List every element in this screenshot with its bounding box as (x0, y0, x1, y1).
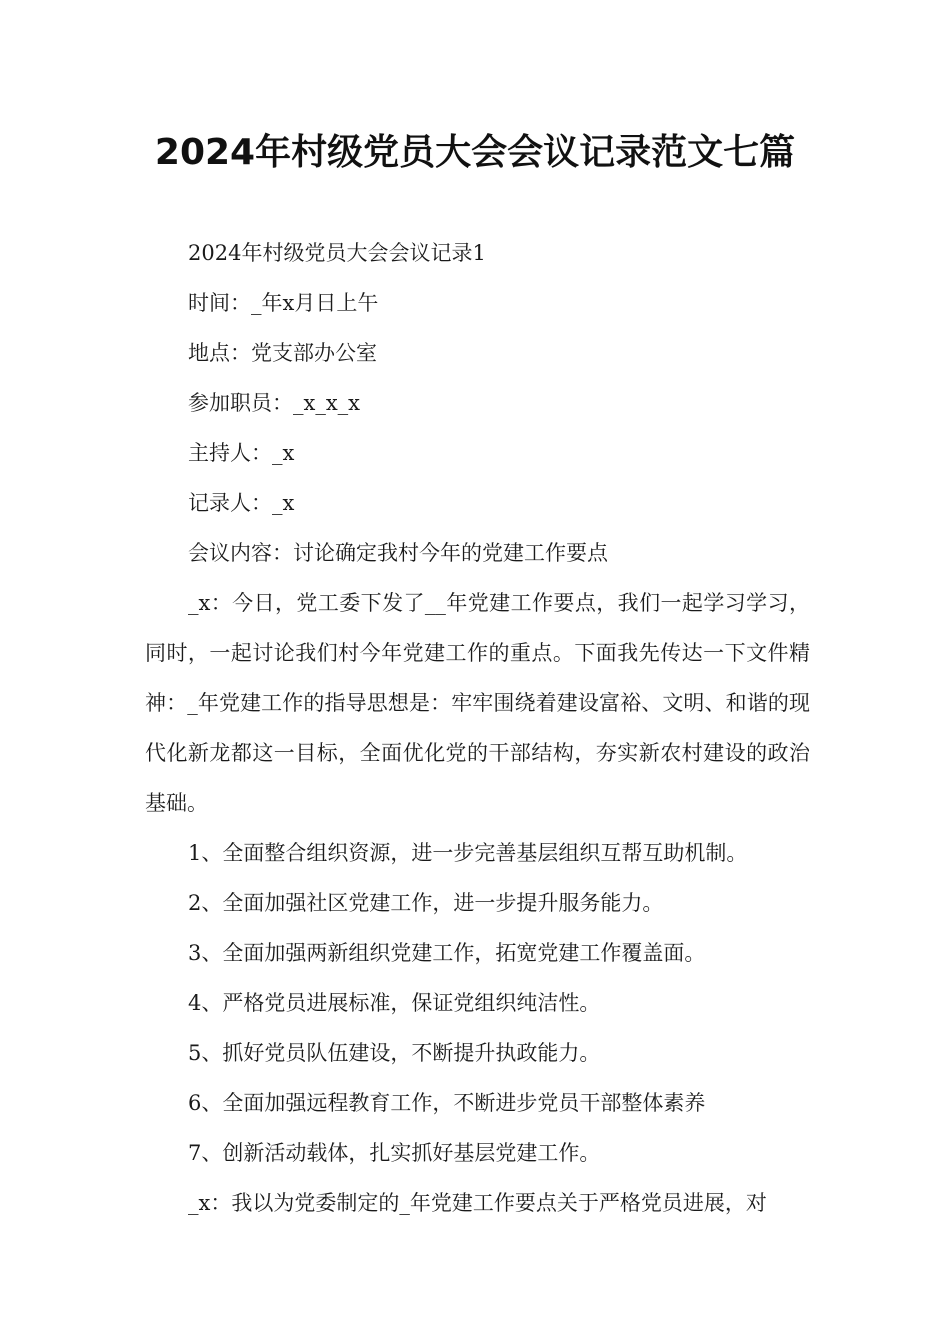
point-item-7: 7、创新活动载体，扎实抓好基层党建工作。 (188, 1141, 601, 1165)
meeting-place: 地点：党支部办公室 (188, 341, 377, 365)
point-item-5: 5、抓好党员队伍建设，不断提升执政能力。 (188, 1041, 601, 1065)
document-title: 2024年村级党员大会会议记录范文七篇 (154, 132, 796, 173)
point-item-2: 2、全面加强社区党建工作，进一步提升服务能力。 (188, 891, 664, 915)
point-item-6: 6、全面加强远程教育工作，不断进步党员干部整体素养 (188, 1091, 706, 1115)
meeting-time: 时间：_年x月日上午 (188, 291, 379, 315)
meeting-attendees: 参加职员：_x_x_x (188, 391, 361, 415)
closing-paragraph: _x：我以为党委制定的_年党建工作要点关于严格党员进展，对 (188, 1191, 767, 1215)
point-item-4: 4、严格党员进展标准，保证党组织纯洁性。 (188, 991, 601, 1015)
document-body (145, 228, 810, 1228)
point-item-1: 1、全面整合组织资源，进一步完善基层组织互帮互助机制。 (188, 841, 748, 865)
meeting-content: 会议内容：讨论确定我村今年的党建工作要点 (188, 541, 608, 565)
meeting-recorder: 记录人：_x (188, 491, 295, 515)
intro-paragraph: _x：今日，党工委下发了__年党建工作要点，我们一起学习学习，同时，一起讨论我们村今年党建工作的重点。下面我先传达一下文件精神：_年党建工作的指导思想是：牢牢围绕着建设富裕、文明、和谐的现代化新龙都这一目标，全面优化党的干部结构，夯实新农村建设的政治基础。 (145, 591, 810, 815)
point-item-3: 3、全面加强两新组织党建工作，拓宽党建工作覆盖面。 (188, 941, 706, 965)
meeting-host: 主持人：_x (188, 441, 295, 465)
section-heading: 2024年村级党员大会会议记录1 (188, 241, 486, 265)
